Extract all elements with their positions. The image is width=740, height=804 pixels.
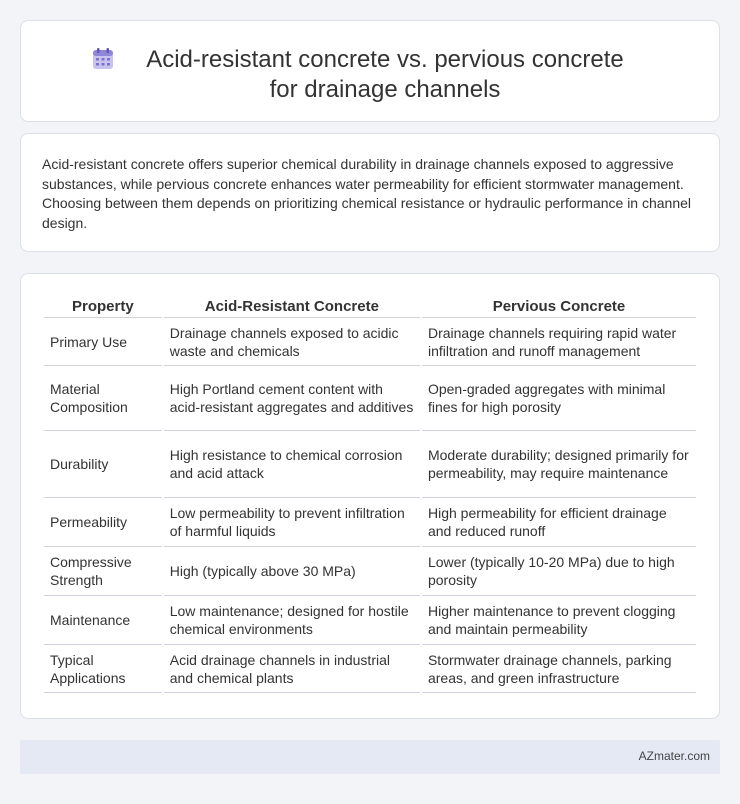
table-row (44, 498, 696, 547)
comparison-card (20, 273, 720, 719)
table-row (44, 596, 696, 645)
page-title: Acid-resistant concrete vs. pervious concrete for drainage channels (146, 46, 624, 103)
header-acid-resistant: Acid-Resistant Concrete (164, 296, 420, 318)
row-property: Permeability (44, 498, 162, 547)
row-acid-value: Low maintenance; designed for hostile chemical environments (164, 596, 420, 645)
table-row (44, 318, 696, 366)
footer-site-link[interactable]: AZmater.com (638, 749, 710, 763)
header-pervious: Pervious Concrete (422, 296, 696, 318)
table-row (44, 366, 696, 431)
row-acid-value: High resistance to chemical corrosion and acid attack (164, 431, 420, 498)
row-pervious-value: Open-graded aggregates with minimal fines for high porosity (422, 366, 696, 431)
row-property: Compressive Strength (44, 547, 162, 596)
comparison-table (42, 296, 698, 693)
table-row (44, 431, 696, 498)
summary-text: Acid-resistant concrete offers superior chemical durability in drainage channels exposed to aggressive substances, while pervious concrete enhances water permeability for efficient stormwater management. Choosing between them depends on prioritizing chemical resistance or hydraulic performance in channel design. (42, 156, 692, 231)
header-property: Property (44, 296, 162, 318)
row-acid-value: Acid drainage channels in industrial and chemical plants (164, 645, 420, 693)
row-property: Durability (44, 431, 162, 498)
footer-bar (20, 740, 720, 774)
table-row (44, 645, 696, 693)
row-pervious-value: Lower (typically 10-20 MPa) due to high porosity (422, 547, 696, 596)
table-header-row (44, 296, 696, 318)
row-property: Typical Applications (44, 645, 162, 693)
row-property: Primary Use (44, 318, 162, 366)
title-card (20, 20, 720, 122)
row-pervious-value: Drainage channels requiring rapid water infiltration and runoff management (422, 318, 696, 366)
row-property: Material Composition (44, 366, 162, 431)
row-property: Maintenance (44, 596, 162, 645)
table-row (44, 547, 696, 596)
row-pervious-value: High permeability for efficient drainage and reduced runoff (422, 498, 696, 547)
row-pervious-value: Higher maintenance to prevent clogging and maintain permeability (422, 596, 696, 645)
row-acid-value: Low permeability to prevent infiltration of harmful liquids (164, 498, 420, 547)
row-acid-value: High Portland cement content with acid-resistant aggregates and additives (164, 366, 420, 431)
row-pervious-value: Stormwater drainage channels, parking areas, and green infrastructure (422, 645, 696, 693)
row-acid-value: High (typically above 30 MPa) (164, 547, 420, 596)
summary-card (20, 133, 720, 252)
row-pervious-value: Moderate durability; designed primarily for permeability, may require maintenance (422, 431, 696, 498)
row-acid-value: Drainage channels exposed to acidic waste and chemicals (164, 318, 420, 366)
